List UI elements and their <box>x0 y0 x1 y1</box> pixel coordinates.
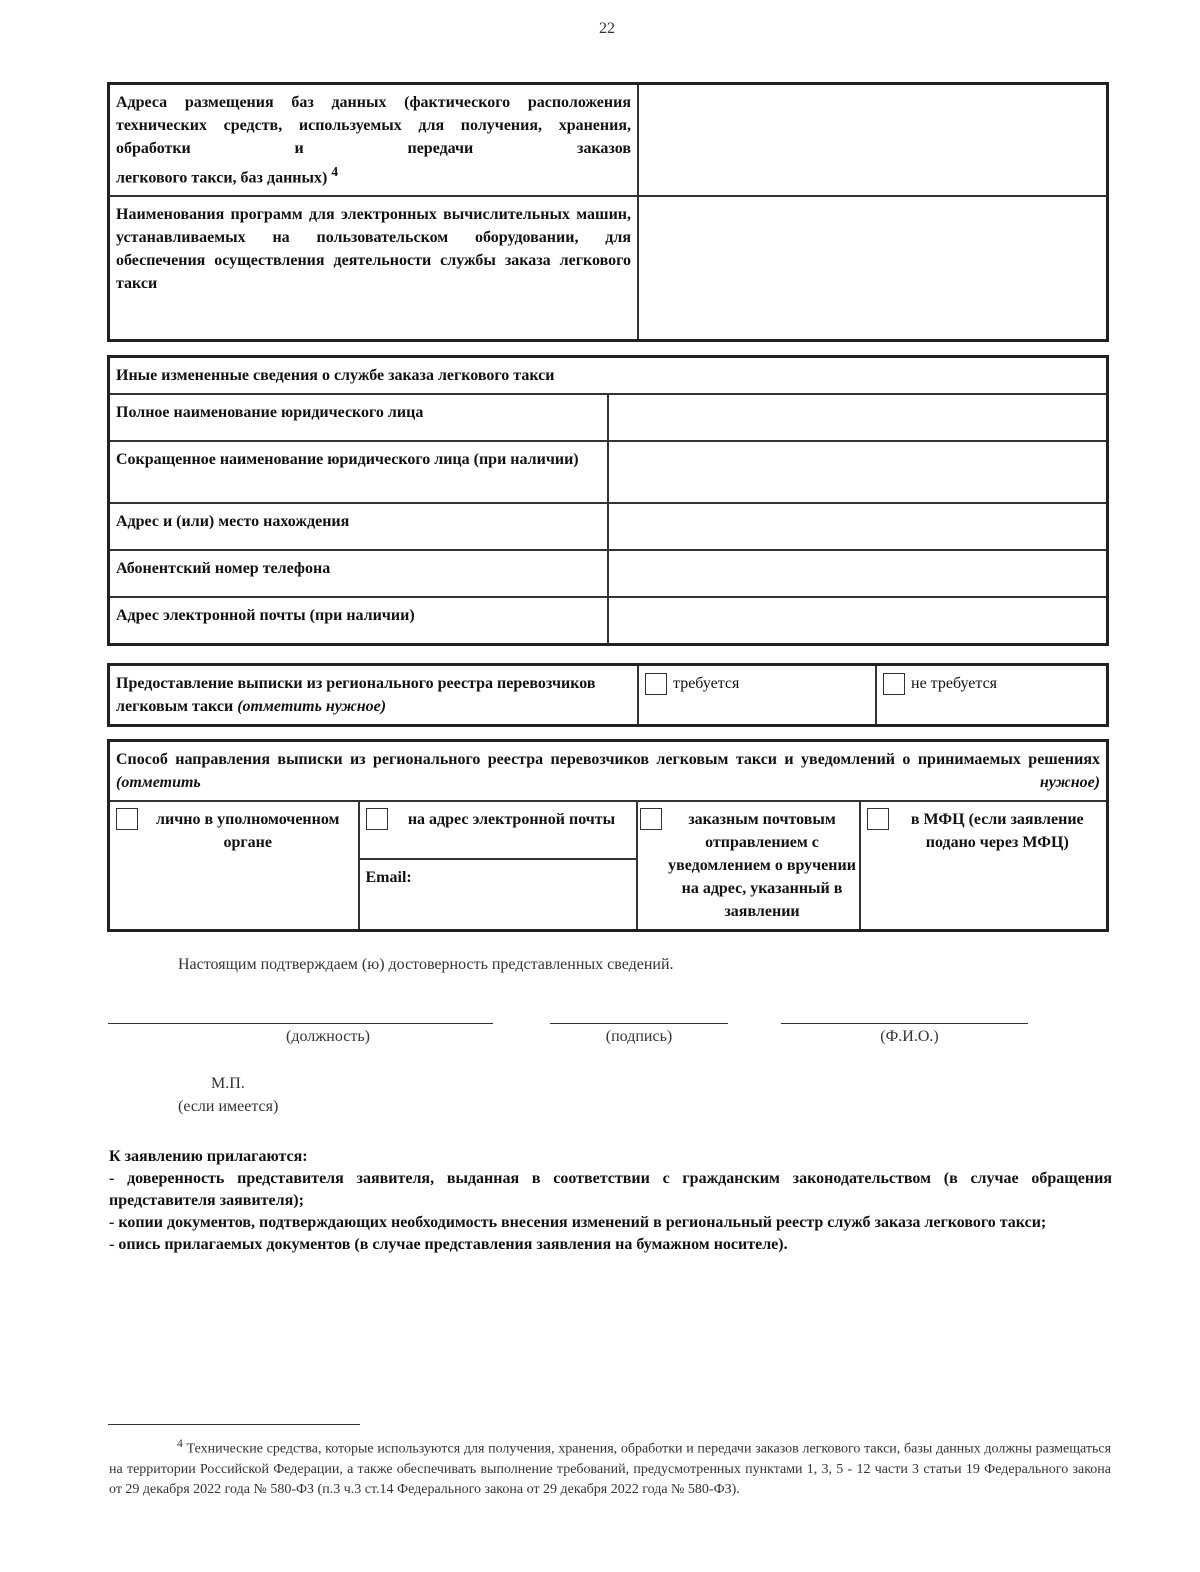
software-names-text-end: такси <box>116 275 158 293</box>
extract-request-table <box>107 663 1109 727</box>
database-info-table <box>107 82 1109 342</box>
full-name-field[interactable] <box>608 394 1108 441</box>
checkbox-in-person[interactable] <box>116 808 138 830</box>
option-mail-label: заказным почтовым отправлением с уведомлением о вручении на адрес, указанный в заявлении <box>668 811 856 920</box>
position-line <box>108 1023 493 1024</box>
option-required[interactable] <box>638 665 876 726</box>
option-mail[interactable] <box>637 801 860 931</box>
other-changes-table <box>107 355 1109 646</box>
delivery-method-header <box>109 741 1108 802</box>
database-address-text: Адреса размещения баз данных (фактического расположения технических средств, используемых для получения, хранения, обработки и передачи заказов <box>116 94 631 157</box>
option-mfc[interactable] <box>860 801 1108 931</box>
page-number: 22 <box>599 20 615 37</box>
software-names-text: Наименования программ для электронных вычислительных машин, устанавливаемых на пользовательском оборудовании, для обеспечения осуществления деятельности службы заказа легкового <box>116 206 631 270</box>
address-field[interactable] <box>608 503 1108 550</box>
attachments-section <box>109 1146 1112 1256</box>
confirmation-text: Настоящим подтверждаем (ю) достоверность представленных сведений. <box>178 956 674 973</box>
email-label: Адрес электронной почты (при наличии) <box>109 597 609 644</box>
signature-caption: (подпись) <box>605 1028 673 1045</box>
email-field[interactable] <box>608 597 1108 644</box>
checkbox-not-required[interactable] <box>883 673 905 695</box>
attachments-title: К заявлению прилагаются: <box>109 1148 308 1165</box>
checkbox-email[interactable] <box>366 808 388 830</box>
email-input-cell[interactable] <box>359 859 637 930</box>
extract-request-note: (отметить нужное) <box>237 698 387 715</box>
short-name-label: Сокращенное наименование юридического лица (при наличии) <box>109 441 609 503</box>
full-name-label: Полное наименование юридического лица <box>109 394 609 441</box>
email-input-label: Email: <box>365 869 412 887</box>
option-in-person-label: лично в уполномоченном органе <box>156 811 340 851</box>
checkbox-mail[interactable] <box>640 808 662 830</box>
footnote-separator <box>108 1424 360 1425</box>
extract-request-text: Предоставление выписки из регионального реестра перевозчиков легковым такси <box>116 675 596 715</box>
checkbox-required[interactable] <box>645 673 667 695</box>
position-caption: (должность) <box>286 1028 370 1045</box>
software-names-label <box>109 196 639 340</box>
option-not-required-label: не требуется <box>911 675 998 692</box>
other-changes-header: Иные измененные сведения о службе заказа легкового такси <box>109 357 1108 395</box>
name-caption: (Ф.И.О.) <box>880 1028 939 1045</box>
option-email-label: на адрес электронной почты <box>407 811 616 828</box>
option-required-label: требуется <box>673 675 740 692</box>
address-label: Адрес и (или) место нахождения <box>109 503 609 550</box>
attachment-item: - доверенность представителя заявителя, выданная в соответствии с гражданским законодательством (в случае обращения представителя заявителя); <box>109 1170 1112 1209</box>
option-in-person[interactable] <box>109 801 359 931</box>
database-address-text-end: легкового такси, баз данных) <box>116 169 328 187</box>
stamp-note: (если имеется) <box>178 1098 279 1115</box>
phone-label: Абонентский номер телефона <box>109 550 609 597</box>
phone-field[interactable] <box>608 550 1108 597</box>
option-not-required[interactable] <box>876 665 1108 726</box>
option-email[interactable] <box>359 801 637 859</box>
short-name-field[interactable] <box>608 441 1108 503</box>
stamp-label: М.П. <box>211 1075 245 1092</box>
database-address-field[interactable] <box>638 84 1108 197</box>
delivery-method-text: Способ направления выписки из регионального реестра перевозчиков легковым такси и уведомлений о принимаемых решениях <box>116 751 1100 768</box>
name-line <box>781 1023 1028 1024</box>
footnote-ref: 4 <box>331 164 338 179</box>
database-address-label <box>109 84 639 197</box>
footnote <box>109 1434 1111 1500</box>
delivery-method-table <box>107 739 1109 932</box>
extract-request-label <box>109 665 639 726</box>
footnote-text: Технические средства, которые используются для получения, хранения, обработки и передачи заказов легкового такси, базы данных должны размещаться на территории Российской Федерации, а также обеспечивать выполнение требований, предусмотренных пунктами 1, 3, 5 - 12 части 3 статьи 19 Федерального закона от 29 декабря 2022 года № 580-ФЗ (п.3 ч.3 ст.14 Федерального закона от 29 декабря 2022 года № 580-ФЗ). <box>109 1441 1112 1497</box>
attachment-item: - копии документов, подтверждающих необходимость внесения изменений в региональный реестр служб заказа легкового такси; <box>109 1214 1047 1231</box>
attachment-item: - опись прилагаемых документов (в случае представления заявления на бумажном носителе). <box>109 1236 788 1253</box>
delivery-method-note: (отметить нужное) <box>116 774 1100 791</box>
software-names-field[interactable] <box>638 196 1108 340</box>
footnote-mark: 4 <box>177 1437 183 1450</box>
checkbox-mfc[interactable] <box>867 808 889 830</box>
option-mfc-label: в МФЦ (если заявление подано через МФЦ) <box>910 811 1084 851</box>
signature-line <box>550 1023 728 1024</box>
